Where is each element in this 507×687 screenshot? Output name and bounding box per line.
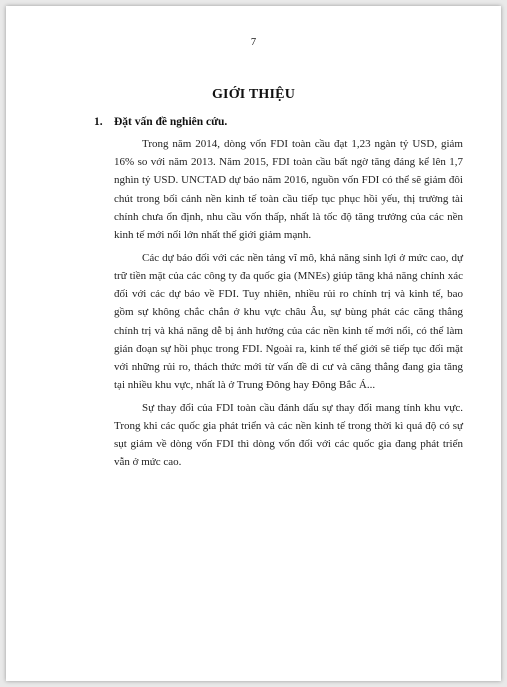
paragraph-1: Trong năm 2014, dòng vốn FDI toàn cầu đạt 1,23 ngàn tỷ USD, giảm 16% so với năm 2013. Năm 2015, FDI toàn cầu bất ngờ tăng đáng kể lên 1,7 nghìn tỷ USD. UNCTAD dự báo năm 2016, nguồn vốn FDI có thể sẽ giảm đôi chút trong bối cảnh nền kinh tế toàn cầu tiếp tục phục hồi yếu, thị trường tài chính chưa ổn định, nhu cầu vốn thấp, nhất là tốc độ tăng trưởng của các nền kinh tế mới nổi lớn nhất thế giới giảm mạnh. <box>114 138 463 242</box>
paragraph-3: Sự thay đổi của FDI toàn cầu đánh dấu sự thay đổi mang tính khu vực. Trong khi các quốc gia phát triển và các nền kinh tế trong thời kì quá độ có sự sụt giảm về dòng vốn FDI thì dòng vốn đối với các quốc gia đang phát triển vẫn ở mức cao. <box>114 401 463 469</box>
page-number: 7 <box>250 37 257 48</box>
body-text <box>114 135 463 476</box>
section-heading <box>94 116 227 128</box>
section-number: 1. <box>94 116 103 128</box>
section-heading-text: Đặt vấn đề nghiên cứu. <box>114 116 228 128</box>
page-title: GIỚI THIỆU <box>211 87 296 102</box>
paragraph-2: Các dự báo đối với các nền tảng vĩ mô, khả năng sinh lợi ở mức cao, dự trữ tiền mặt của các công ty đa quốc gia (MNEs) giúp tăng khả năng chính xác đối với các dự báo về FDI. Tuy nhiên, nhiều rủi ro chính trị và kinh tế, bao gồm sự không chắc chắn ở khu vực châu Âu, sự bùng phát các căng thẳng chính trị và khả năng dễ bị ảnh hưởng của các nền kinh tế mới nổi, có thể làm gián đoạn sự hồi phục trong FDI. Ngoài ra, kinh tế thế giới sẽ tiếp tục đối mặt với những rủi ro, thách thức mới từ vấn đề di cư và căng thẳng đang gia tăng tại nhiều khu vực, nhất là ở Trung Đông hay Đông Bắc Á... <box>114 251 463 392</box>
document-page <box>6 6 501 681</box>
